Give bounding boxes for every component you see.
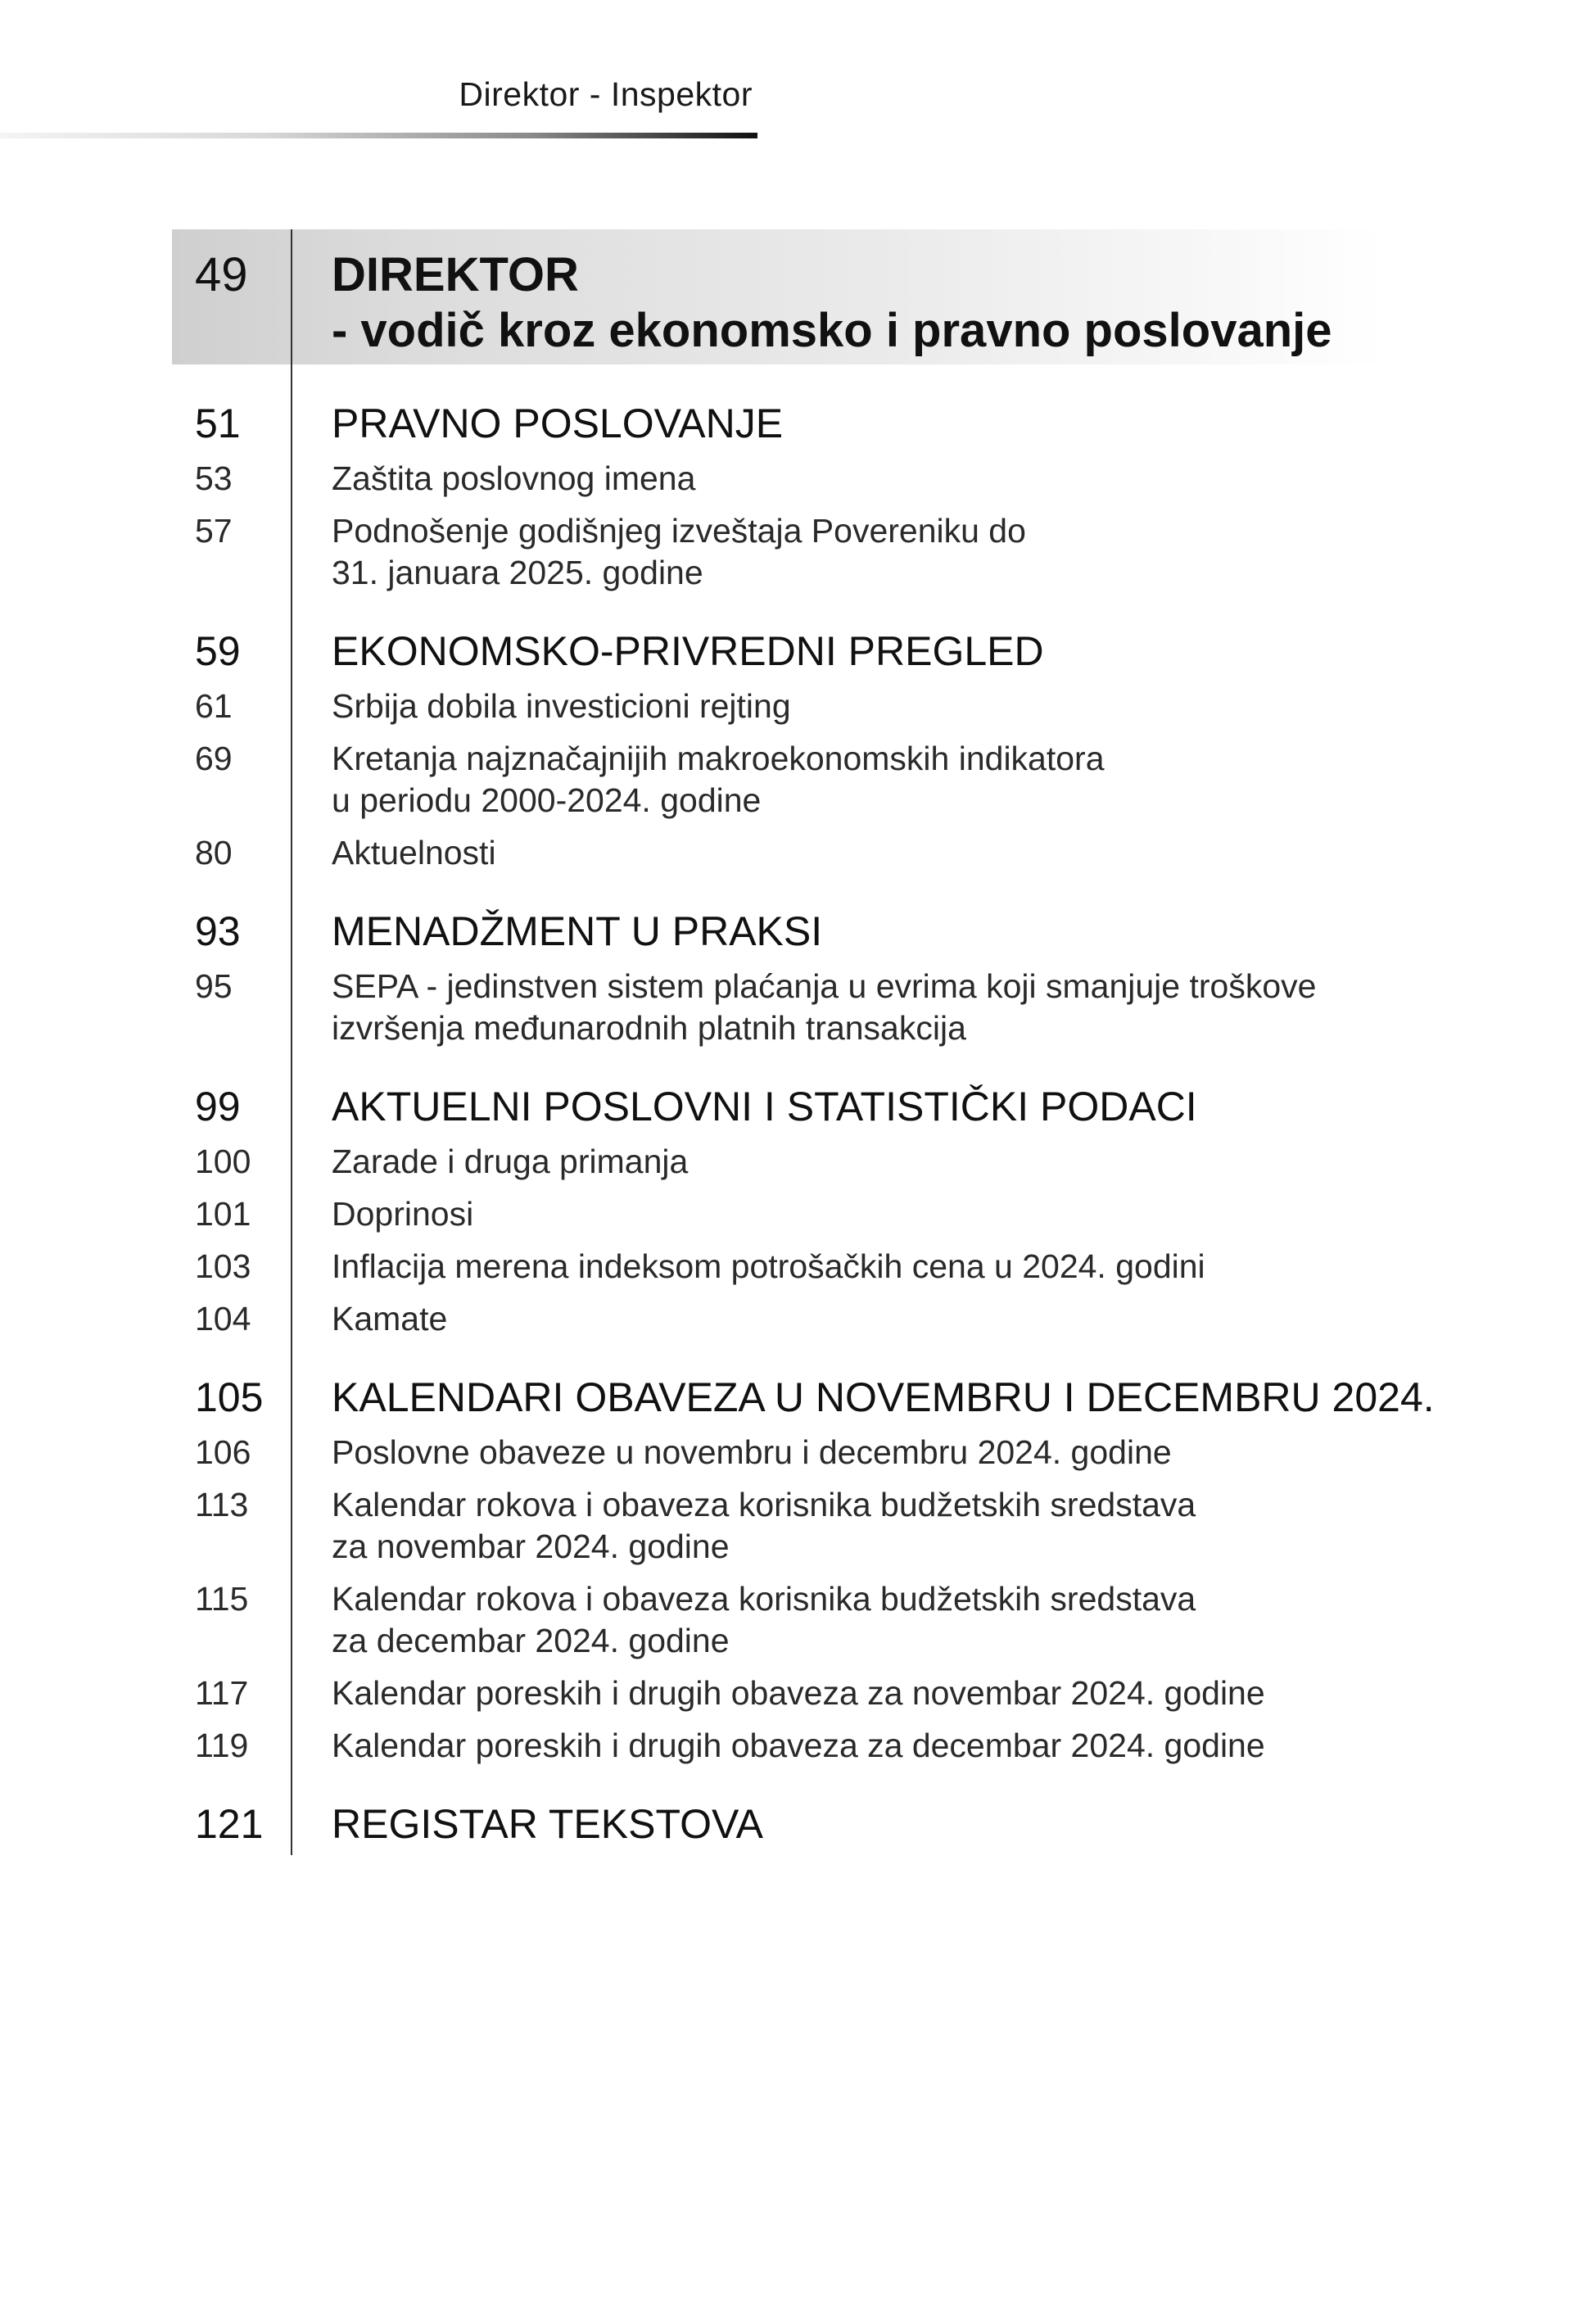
toc-section <box>172 907 1474 1049</box>
entry-title-line: za decembar 2024. godine <box>332 1622 730 1659</box>
entry-page-number: 57 <box>195 512 233 550</box>
entry-title <box>332 738 1474 822</box>
toc-hero-entry[interactable] <box>172 229 1474 364</box>
entry-page-number: 119 <box>195 1727 249 1764</box>
entry-title-line: izvršenja međunarodnih platnih transakcija <box>332 1009 966 1047</box>
running-header-rule <box>0 133 757 138</box>
table-of-contents <box>172 229 1474 1849</box>
toc-section <box>172 1082 1474 1340</box>
section-title: AKTUELNI POSLOVNI I STATISTIČKI PODACI <box>332 1084 1197 1129</box>
section-page-number: 121 <box>195 1801 264 1847</box>
toc-entry[interactable] <box>172 1193 1474 1235</box>
section-page-number: 105 <box>195 1374 264 1420</box>
section-title: EKONOMSKO-PRIVREDNI PREGLED <box>332 628 1044 674</box>
toc-entry[interactable] <box>172 1141 1474 1183</box>
entry-title <box>332 1432 1474 1473</box>
entry-page-number: 61 <box>195 687 233 725</box>
entry-title <box>332 1193 1474 1235</box>
entry-page-number: 95 <box>195 967 233 1005</box>
toc-entry[interactable] <box>172 510 1474 594</box>
hero-title <box>332 247 1332 359</box>
toc-entry[interactable] <box>172 1725 1474 1767</box>
section-title: KALENDARI OBAVEZA U NOVEMBRU I DECEMBRU 2024. <box>332 1374 1435 1420</box>
entry-title-line: SEPA - jedinstven sistem plaćanja u evrima koji smanjuje troškove <box>332 967 1317 1005</box>
toc-entry[interactable] <box>172 738 1474 822</box>
entry-page-number: 115 <box>195 1580 249 1618</box>
section-title: PRAVNO POSLOVANJE <box>332 401 784 446</box>
toc-entry[interactable] <box>172 966 1474 1049</box>
entry-title-line: Doprinosi <box>332 1195 474 1233</box>
entry-title-line: u periodu 2000-2024. godine <box>332 781 762 819</box>
hero-page-number: 49 <box>195 248 248 301</box>
entry-page-number: 101 <box>195 1195 251 1233</box>
entry-page-number: 53 <box>195 459 233 497</box>
entry-title-line: Srbija dobila investicioni rejting <box>332 687 791 725</box>
entry-title-line: Kretanja najznačajnijih makroekonomskih indikatora <box>332 740 1105 777</box>
entry-title-line: Kalendar poreskih i drugih obaveza za decembar 2024. godine <box>332 1727 1265 1764</box>
section-title: MENADŽMENT U PRAKSI <box>332 908 823 954</box>
toc-section <box>172 627 1474 874</box>
entry-title-line: Kalendar rokova i obaveza korisnika budžetskih sredstava <box>332 1580 1196 1618</box>
toc-entry[interactable] <box>172 1578 1474 1662</box>
entry-page-number: 80 <box>195 834 233 871</box>
toc-section <box>172 1799 1474 1849</box>
toc-section <box>172 399 1474 594</box>
entry-page-number: 106 <box>195 1433 251 1471</box>
entry-page-number: 69 <box>195 740 233 777</box>
entry-title <box>332 1141 1474 1183</box>
entry-title-line: Poslovne obaveze u novembru i decembru 2024. godine <box>332 1433 1172 1471</box>
entry-title-line: Kamate <box>332 1300 448 1338</box>
section-page-number: 59 <box>195 628 241 674</box>
entry-title-line: Podnošenje godišnjeg izveštaja Povereniku do <box>332 512 1026 550</box>
running-header-title: Direktor - Inspektor <box>459 75 753 113</box>
entry-page-number: 104 <box>195 1300 251 1338</box>
entry-title <box>332 510 1474 594</box>
entry-title <box>332 1725 1474 1767</box>
toc-section-heading[interactable] <box>172 907 1474 956</box>
entry-title-line: Kalendar poreskih i drugih obaveza za novembar 2024. godine <box>332 1674 1265 1712</box>
toc-entry[interactable] <box>172 686 1474 727</box>
entry-title <box>332 1672 1474 1714</box>
entry-title <box>332 1578 1474 1662</box>
entry-page-number: 117 <box>195 1674 249 1712</box>
entry-title <box>332 1298 1474 1340</box>
toc-sections <box>172 399 1474 1849</box>
toc-entry[interactable] <box>172 1432 1474 1473</box>
entry-title <box>332 1484 1474 1568</box>
entry-title-line: Inflacija merena indeksom potrošačkih cena u 2024. godini <box>332 1247 1205 1285</box>
entry-page-number: 113 <box>195 1486 249 1523</box>
hero-title-line: - vodič kroz ekonomsko i pravno poslovanje <box>332 304 1332 357</box>
toc-section-heading[interactable] <box>172 399 1474 448</box>
toc-entry[interactable] <box>172 832 1474 874</box>
entry-page-number: 103 <box>195 1247 251 1285</box>
section-page-number: 51 <box>195 401 241 446</box>
entry-page-number: 100 <box>195 1143 251 1180</box>
toc-section-heading[interactable] <box>172 627 1474 676</box>
entry-title-line: Zarade i druga primanja <box>332 1143 689 1180</box>
toc-section-heading[interactable] <box>172 1082 1474 1131</box>
entry-title-line: 31. januara 2025. godine <box>332 554 703 591</box>
entry-title <box>332 832 1474 874</box>
toc-entry[interactable] <box>172 1672 1474 1714</box>
toc-entry[interactable] <box>172 1246 1474 1288</box>
section-page-number: 99 <box>195 1084 241 1129</box>
entry-title <box>332 966 1474 1049</box>
toc-section <box>172 1373 1474 1767</box>
entry-title <box>332 686 1474 727</box>
entry-title <box>332 458 1474 500</box>
toc-entry[interactable] <box>172 1484 1474 1568</box>
toc-entry[interactable] <box>172 458 1474 500</box>
toc-section-heading[interactable] <box>172 1373 1474 1422</box>
running-header <box>0 0 757 147</box>
hero-title-line: DIREKTOR <box>332 248 579 301</box>
section-page-number: 93 <box>195 908 241 954</box>
section-title: REGISTAR TEKSTOVA <box>332 1801 763 1847</box>
entry-title-line: Zaštita poslovnog imena <box>332 459 696 497</box>
entry-title <box>332 1246 1474 1288</box>
toc-entry[interactable] <box>172 1298 1474 1340</box>
entry-title-line: za novembar 2024. godine <box>332 1528 730 1565</box>
entry-title-line: Kalendar rokova i obaveza korisnika budžetskih sredstava <box>332 1486 1196 1523</box>
entry-title-line: Aktuelnosti <box>332 834 496 871</box>
toc-section-heading[interactable] <box>172 1799 1474 1849</box>
